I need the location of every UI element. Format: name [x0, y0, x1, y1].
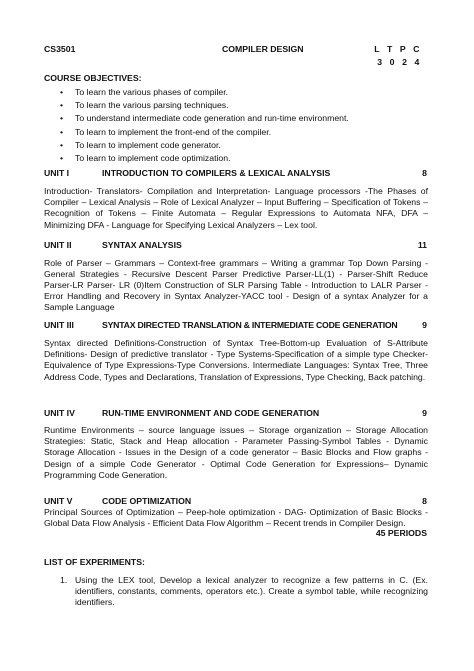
course-title: COMPILER DESIGN	[222, 44, 304, 54]
experiments-list	[44, 575, 428, 608]
unit-hours: 9	[422, 320, 427, 330]
unit-body: Runtime Environments – source language issues – Storage organization – Storage Allocation Strategies: Static, Stack and Heap allocation - Parameter Passing-Symbol Tables - Dynamic Storage Allocation - Issues in the Design of a code generator – Basic Blocks and Flow graphs - Design of a simple Code Generator - Optimal Code Generation for Expressions– Dynamic Programming Code Generation.	[44, 425, 428, 480]
objective-text: To learn the various parsing techniques.	[75, 100, 229, 111]
list-item	[44, 112, 349, 125]
unit-title: RUN-TIME ENVIRONMENT AND CODE GENERATION	[102, 408, 320, 418]
unit-hours: 8	[422, 496, 427, 506]
experiment-text: Using the LEX tool, Develop a lexical analyzer to recognize a few patterns in C. (Ex. identifiers, constants, comments, operators etc.). Create a symbol table, while recognizing identifiers.	[75, 575, 428, 608]
unit-number: UNIT V	[44, 496, 73, 506]
list-item	[44, 575, 428, 608]
bullet-icon: •	[60, 113, 64, 124]
objectives-heading: COURSE OBJECTIVES:	[44, 73, 142, 83]
unit-title: INTRODUCTION TO COMPILERS & LEXICAL ANALYSIS	[102, 168, 331, 178]
unit-number: UNIT III	[44, 320, 74, 330]
ltpc-label: L T P C	[374, 44, 422, 54]
bullet-icon: •	[60, 152, 64, 163]
list-item	[44, 86, 349, 99]
unit-hours: 9	[422, 408, 427, 418]
unit-hours: 8	[422, 168, 427, 178]
unit-hours: 11	[417, 240, 427, 250]
bullet-icon: •	[60, 87, 64, 97]
ltpc-values: 3 0 2 4	[377, 57, 422, 67]
unit-body: Principal Sources of Optimization – Peep-hole optimization - DAG- Optimization of Basic Blocks -Global Data Flow Analysis - Efficient Data Flow Algorithm – Recent trends in Compiler Design.	[44, 507, 428, 529]
unit-title: CODE OPTIMIZATION	[102, 496, 192, 506]
objective-text: To understand intermediate code generation and run-time environment.	[75, 113, 349, 124]
bullet-icon: •	[60, 100, 64, 111]
course-code: CS3501	[44, 44, 76, 54]
bullet-icon: •	[60, 139, 64, 150]
objective-text: To learn to implement code optimization.	[75, 152, 231, 163]
objective-text: To learn to implement the front-end of the compiler.	[75, 126, 272, 137]
unit-body: Syntax directed Definitions-Construction of Syntax Tree-Bottom-up Evaluation of S-Attribute Definitions- Design of predictive translator - Type Systems-Specification of a simple type Checker- Equivalence of Type Expressions-Type Conversions. Intermediate Languages: Syntax Tree, Three Address Code, Types and Declarations, Translation of Expressions, Type Checking, Back patching.	[44, 338, 428, 382]
unit-title: SYNTAX ANALYSIS	[102, 240, 182, 250]
list-item	[44, 139, 349, 152]
objective-text: To learn to implement code generator.	[75, 139, 221, 150]
total-periods: 45 PERIODS	[375, 528, 427, 538]
list-item	[44, 152, 349, 165]
objectives-list	[44, 86, 349, 165]
list-item	[44, 126, 349, 139]
unit-number: UNIT II	[44, 240, 72, 250]
objective-text: To learn the various phases of compiler.	[75, 87, 229, 97]
unit-body: Introduction- Translators- Compilation and Interpretation- Language processors -The Phases of Compiler – Lexical Analysis – Role of Lexical Analyzer – Input Buffering – Specification of Tokens – Recognition of Tokens – Finite Automata – Regular Expressions to Automata NFA, DFA – Minimizing DFA - Language for Specifying Lexical Analyzers – Lex tool.	[44, 186, 428, 230]
bullet-icon: •	[60, 126, 64, 137]
unit-body: Role of Parser – Grammars – Context-free grammars – Writing a grammar Top Down Parsing - General Strategies - Recursive Descent Parser Predictive Parser-LL(1) - Parser-Shift Reduce Parser-LR Parser- LR (0)Item Construction of SLR Parsing Table - Introduction to LALR Parser - Error Handling and Recovery in Syntax Analyzer-YACC tool - Design of a syntax Analyzer for a Sample Language	[44, 258, 428, 313]
experiments-heading: LIST OF EXPERIMENTS:	[44, 557, 145, 567]
unit-number: UNIT I	[44, 168, 70, 178]
experiment-number: 1.	[60, 575, 68, 585]
list-item	[44, 99, 349, 112]
unit-number: UNIT IV	[44, 408, 75, 418]
unit-title: SYNTAX DIRECTED TRANSLATION & INTERMEDIATE CODE GENERATION	[102, 320, 398, 330]
